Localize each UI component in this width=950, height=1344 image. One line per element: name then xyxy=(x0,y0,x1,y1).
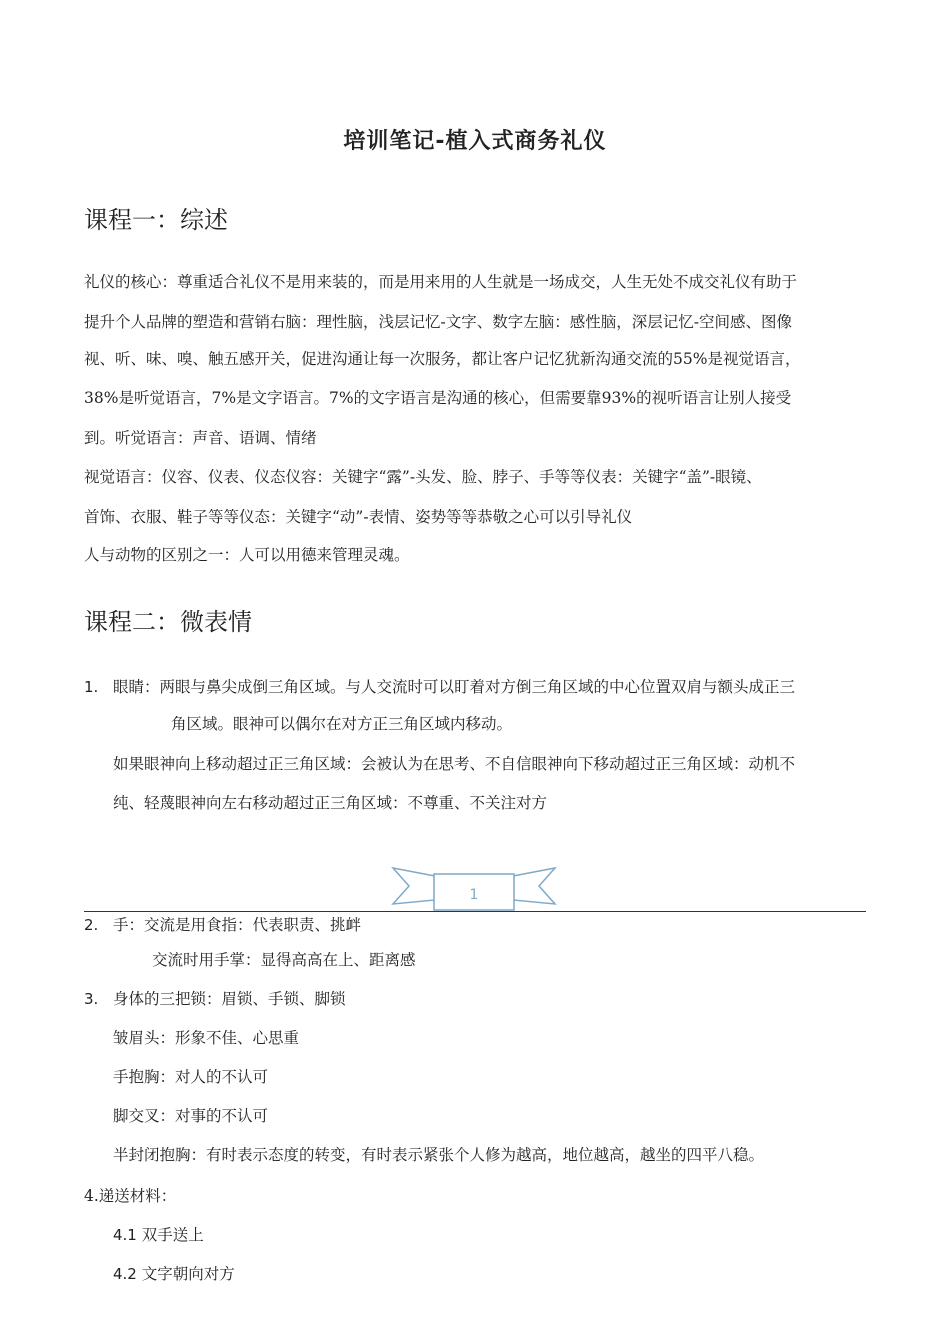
list-item-text: 身体的三把锁：眉锁、手锁、脚锁 xyxy=(113,990,346,1008)
list-item-text: 交流时用手掌：显得高高在上、距离感 xyxy=(152,951,416,969)
course1-line: 38%是听觉语言，7%是文字语言。7%的文字语言是沟通的核心，但需要靠93%的视听语言让别人接受 xyxy=(84,389,792,407)
list-number: 2. xyxy=(84,916,99,934)
course1-line: 礼仪的核心：尊重适合礼仪不是用来装的，而是用来用的人生就是一场成交，人生无处不成交礼仪有助于 xyxy=(84,273,798,291)
list-item-heading: 4.递送材料： xyxy=(84,1187,177,1205)
course1-heading: 课程一：综述 xyxy=(84,206,228,234)
course1-line: 视、听、味、嗅、触五感开关，促进沟通让每一次服务，都让客户记忆犹新沟通交流的55%是视觉语言， xyxy=(84,350,801,368)
course1-line: 提升个人品牌的塑造和营销右脑：理性脑，浅层记忆-文字、数字左脑：感性脑，深层记忆-空间感、图像 xyxy=(84,313,792,331)
course1-line: 人与动物的区别之一：人可以用德来管理灵魂。 xyxy=(84,546,410,564)
page-divider xyxy=(84,911,866,912)
list-item-text: 皱眉头：形象不佳、心思重 xyxy=(113,1029,300,1047)
list-item-text: 如果眼神向上移动超过正三角区域：会被认为在思考、不自信眼神向下移动超过正三角区域：动机不 xyxy=(113,755,796,773)
list-number: 3. xyxy=(84,990,99,1008)
list-number: 4.2 xyxy=(113,1265,137,1283)
course1-line: 到。听觉语言：声音、语调、情绪 xyxy=(84,429,317,447)
document-title: 培训笔记-植入式商务礼仪 xyxy=(343,129,607,154)
list-item-text: 角区域。眼神可以偶尔在对方正三角区域内移动。 xyxy=(171,715,513,733)
list-item-text: 脚交叉：对事的不认可 xyxy=(113,1107,269,1125)
list-number: 1. xyxy=(84,678,99,696)
course1-line: 视觉语言：仪容、仪表、仪态仪容：关键字“露”-头发、脸、脖子、手等等仪表：关键字“盖”-眼镜、 xyxy=(84,468,762,486)
list-item-text: 半封闭抱胸：有时表示态度的转变，有时表示紧张个人修为越高，地位越高，越坐的四平八稳。 xyxy=(113,1146,765,1164)
list-number: 4.1 xyxy=(113,1226,137,1244)
course1-line: 首饰、衣服、鞋子等等仪态：关键字“动”-表情、姿势等等恭敬之心可以引导礼仪 xyxy=(84,508,633,526)
list-item-text: 手抱胸：对人的不认可 xyxy=(113,1068,269,1086)
list-item-text: 文字朝向对方 xyxy=(141,1265,235,1283)
list-subitem xyxy=(113,1225,204,1245)
course2-heading: 课程二：微表情 xyxy=(84,608,252,636)
list-item-text: 手：交流是用食指：代表职责、挑衅 xyxy=(113,916,362,934)
list-item-text: 眼睛：两眼与鼻尖成倒三角区域。与人交流时可以盯着对方倒三角区域的中心位置双肩与额头成正三 xyxy=(113,678,796,696)
list-item-text: 双手送上 xyxy=(141,1226,204,1244)
list-item-text: 纯、轻蔑眼神向左右移动超过正三角区域：不尊重、不关注对方 xyxy=(113,794,548,812)
list-subitem xyxy=(113,1264,235,1284)
page-number: 1 xyxy=(469,887,479,903)
